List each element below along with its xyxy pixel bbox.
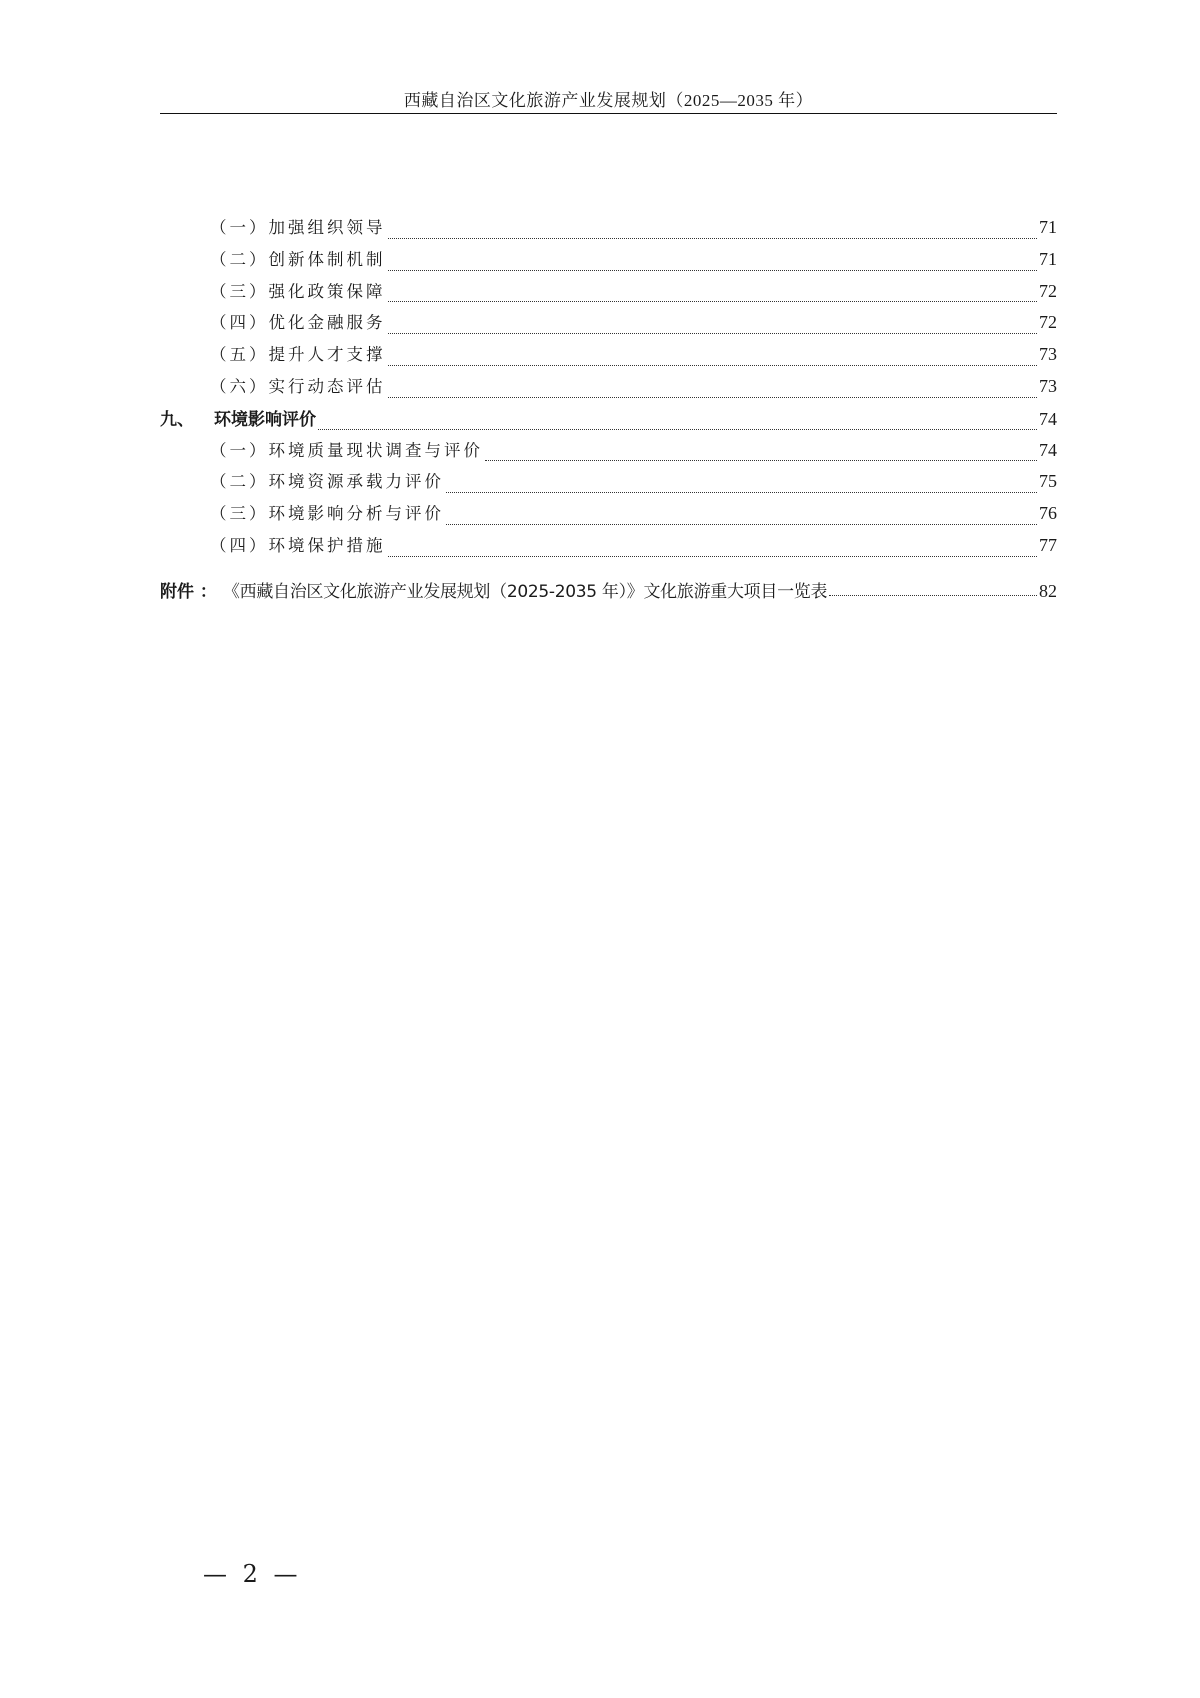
toc-entry[interactable] [160,246,1057,278]
toc-entry[interactable] [160,214,1057,246]
chapter-number: 九、 [160,409,194,430]
toc-entry-label: （四）优化金融服务 [210,313,386,333]
appendix-label: 《西藏自治区文化旅游产业发展规划（2025-2035 年）》文化旅游重大项目一览表 [222,582,828,602]
dot-leader [388,332,1038,334]
toc-entry[interactable] [160,278,1057,310]
dot-leader [388,269,1038,271]
dot-leader [318,428,1037,430]
toc-entry[interactable] [160,373,1057,405]
toc-entry-label: （二）环境资源承载力评价 [210,472,444,492]
toc-entry[interactable] [160,468,1057,500]
toc-entry-page: 74 [1039,439,1057,460]
toc-entry-label: （三）环境影响分析与评价 [210,504,444,524]
toc-entry-page: 75 [1039,471,1057,492]
toc-entry[interactable] [160,309,1057,341]
toc-entry-page: 71 [1039,248,1057,269]
toc-entry-label: （五）提升人才支撑 [210,345,386,365]
dot-leader [388,300,1038,302]
toc-entry[interactable] [160,532,1057,564]
dot-leader [829,594,1037,596]
toc-entry-label: （一）环境质量现状调查与评价 [210,440,483,460]
toc-entry-label: （三）强化政策保障 [210,281,386,301]
toc-entry-page: 73 [1039,375,1057,396]
toc-entry-page: 71 [1039,217,1057,237]
toc-entry-page: 76 [1039,503,1057,524]
toc-entry-label: （四）环境保护措施 [210,535,386,555]
toc-entry-page: 77 [1039,534,1057,555]
header-divider [160,113,1057,114]
toc-appendix-entry[interactable] [160,577,1057,602]
page-number: — 2 — [203,1560,302,1588]
toc-entry-page: 72 [1039,312,1057,333]
dot-leader [388,364,1038,366]
dot-leader [388,396,1038,398]
toc-entry-page: 72 [1039,280,1057,301]
table-of-contents [160,214,1057,564]
toc-entry-page: 74 [1039,408,1057,429]
dot-leader [388,237,1038,239]
toc-entry[interactable] [160,500,1057,532]
dot-leader [446,491,1037,493]
dot-leader [446,523,1037,525]
toc-entry-label: （六）实行动态评估 [210,376,386,396]
toc-entry-page: 73 [1039,344,1057,365]
appendix-prefix: 附件 ： [160,582,217,602]
toc-entry[interactable] [160,341,1057,373]
toc-entry-label: （二）创新体制机制 [210,249,386,269]
running-header: 西藏自治区文化旅游产业发展规划（2025—2035 年） [403,91,814,110]
toc-chapter-entry[interactable] [160,405,1057,437]
toc-entry-label: 环境影响评价 [214,409,316,430]
dot-leader [388,555,1038,557]
toc-entry[interactable] [160,437,1057,469]
dot-leader [485,459,1037,461]
toc-entry-label: （一）加强组织领导 [210,218,386,237]
appendix-page: 82 [1039,581,1057,601]
